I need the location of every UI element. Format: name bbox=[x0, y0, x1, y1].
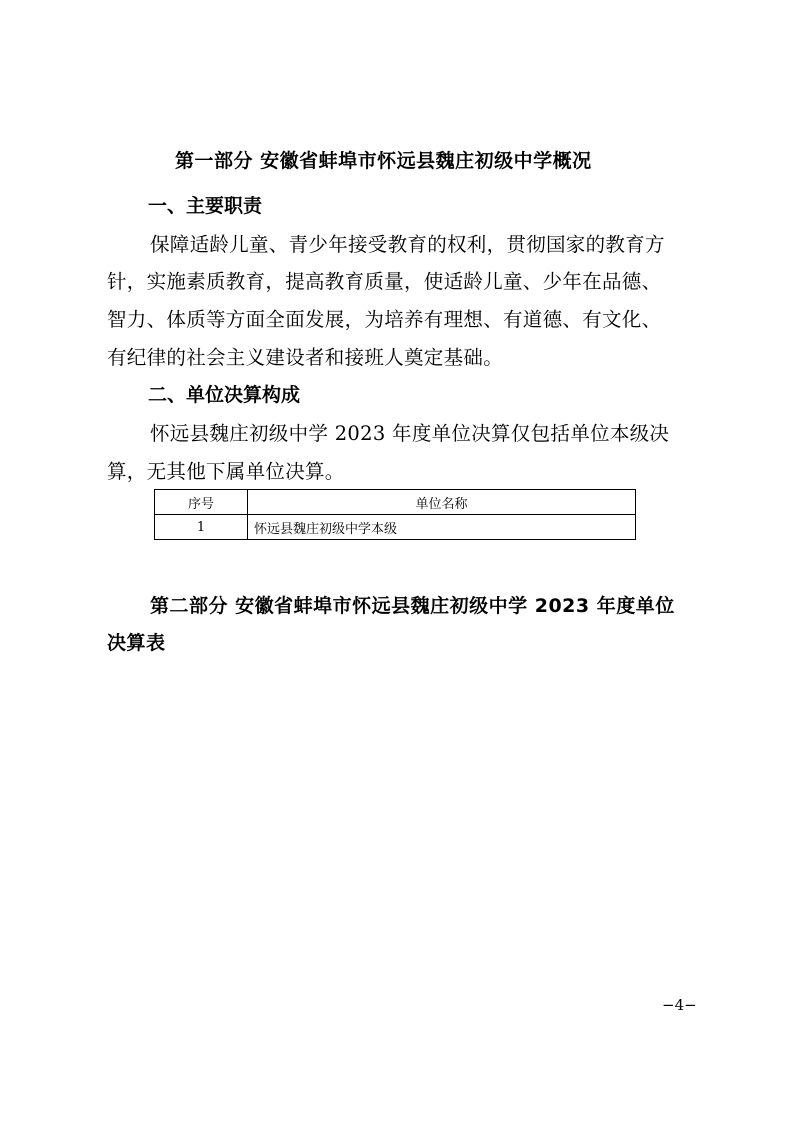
section1-heading: 一、主要职责 bbox=[148, 195, 263, 217]
table-header-index: 序号 bbox=[155, 490, 248, 515]
part1-title: 第一部分 安徽省蚌埠市怀远县魏庄初级中学概况 bbox=[175, 150, 592, 172]
unit-table bbox=[154, 489, 636, 540]
table-cell-unit-name: 怀远县魏庄初级中学本级 bbox=[248, 515, 636, 540]
section1-line-4: 有纪律的社会主义建设者和接班人奠定基础。 bbox=[107, 346, 504, 369]
part2-title-line-2: 决算表 bbox=[107, 632, 166, 654]
table-header-row bbox=[155, 490, 636, 515]
table-cell-index: 1 bbox=[155, 515, 248, 540]
section2-heading: 二、单位决算构成 bbox=[148, 384, 301, 406]
section2-line-1: 怀远县魏庄初级中学 2023 年度单位决算仅包括单位本级决 bbox=[150, 422, 670, 445]
section1-line-1: 保障适龄儿童、青少年接受教育的权利，贯彻国家的教育方 bbox=[150, 233, 665, 256]
table-row bbox=[155, 515, 636, 540]
table-header-unit-name: 单位名称 bbox=[248, 490, 636, 515]
part2-title-line-1: 第二部分 安徽省蚌埠市怀远县魏庄初级中学 2023 年度单位 bbox=[150, 595, 675, 617]
section2-line-2: 算，无其他下属单位决算。 bbox=[107, 460, 345, 483]
section1-line-3: 智力、体质等方面全面发展，为培养有理想、有道德、有文化、 bbox=[107, 308, 662, 331]
page-number: −4− bbox=[662, 996, 697, 1014]
section1-line-2: 针，实施素质教育，提高教育质量，使适龄儿童、少年在品德、 bbox=[107, 270, 662, 293]
